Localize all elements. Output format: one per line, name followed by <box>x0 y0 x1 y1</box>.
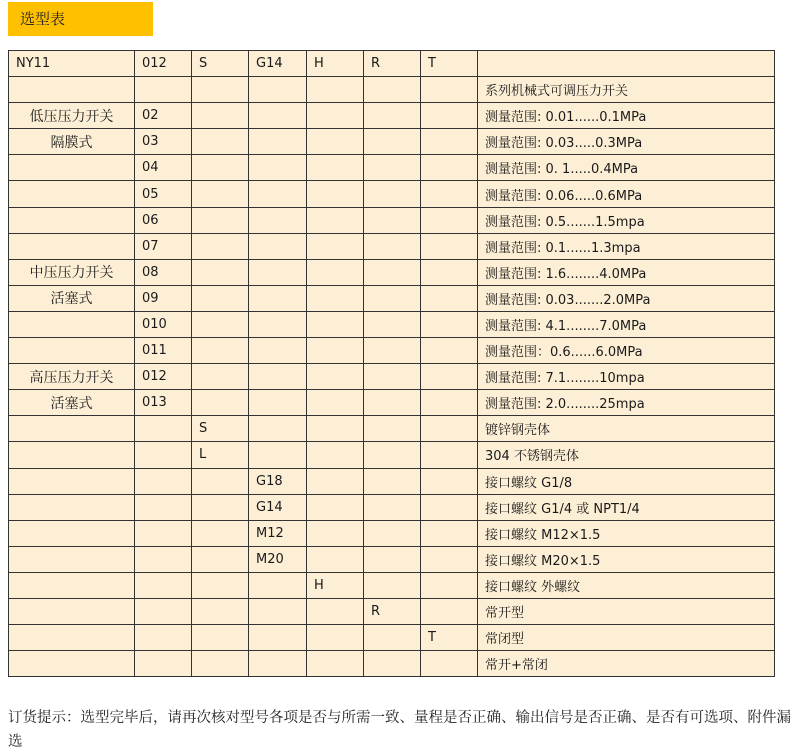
category-cell <box>9 468 135 494</box>
description-cell: 常开型 <box>478 598 775 624</box>
code-cell: 03 <box>135 129 192 155</box>
code-cell: 013 <box>135 390 192 416</box>
code-cell <box>307 468 364 494</box>
code-cell <box>307 494 364 520</box>
description-cell: 304 不锈钢壳体 <box>478 442 775 468</box>
code-cell <box>421 598 478 624</box>
code-cell: H <box>307 572 364 598</box>
table-row <box>9 494 775 520</box>
code-cell <box>192 572 249 598</box>
description-cell: 测量范围：0.6......6.0MPa <box>478 338 775 364</box>
category-cell <box>9 651 135 677</box>
code-cell <box>364 311 421 337</box>
code-cell <box>249 77 307 103</box>
code-cell <box>364 494 421 520</box>
category-cell <box>9 520 135 546</box>
code-cell <box>307 598 364 624</box>
code-cell <box>307 546 364 572</box>
code-cell <box>307 442 364 468</box>
code-cell <box>307 416 364 442</box>
page-title: 选型表 <box>8 2 153 36</box>
code-cell <box>421 155 478 181</box>
code-cell <box>135 572 192 598</box>
code-cell <box>135 494 192 520</box>
code-cell <box>364 129 421 155</box>
code-cell <box>249 103 307 129</box>
category-cell <box>9 572 135 598</box>
code-cell <box>421 103 478 129</box>
code-cell <box>364 207 421 233</box>
description-cell: 接口螺纹 M12×1.5 <box>478 520 775 546</box>
description-cell: 测量范围: 0.5.......1.5mpa <box>478 207 775 233</box>
code-cell <box>307 390 364 416</box>
code-cell: M20 <box>249 546 307 572</box>
code-cell <box>421 338 478 364</box>
selection-table <box>8 50 775 677</box>
code-cell <box>307 77 364 103</box>
code-cell <box>307 129 364 155</box>
table-row <box>9 520 775 546</box>
code-cell <box>421 311 478 337</box>
description-cell: 测量范围: 0.06.....0.6MPa <box>478 181 775 207</box>
code-cell: L <box>192 442 249 468</box>
code-cell <box>364 546 421 572</box>
table-row <box>9 259 775 285</box>
code-cell: 09 <box>135 285 192 311</box>
table-row <box>9 572 775 598</box>
description-cell: 测量范围: 4.1........7.0MPa <box>478 311 775 337</box>
code-cell <box>192 311 249 337</box>
code-cell <box>135 546 192 572</box>
code-cell <box>307 155 364 181</box>
code-cell: 010 <box>135 311 192 337</box>
code-cell <box>307 181 364 207</box>
table-row <box>9 155 775 181</box>
description-cell: 接口螺纹 M20×1.5 <box>478 546 775 572</box>
description-cell: 接口螺纹 外螺纹 <box>478 572 775 598</box>
category-cell <box>9 442 135 468</box>
table-row <box>9 546 775 572</box>
code-cell: 05 <box>135 181 192 207</box>
code-cell <box>307 285 364 311</box>
code-cell <box>249 259 307 285</box>
code-cell <box>307 207 364 233</box>
code-cell <box>192 468 249 494</box>
description-cell: 镀锌钢壳体 <box>478 416 775 442</box>
code-cell <box>421 129 478 155</box>
code-cell <box>192 77 249 103</box>
code-cell <box>249 390 307 416</box>
code-cell <box>421 546 478 572</box>
table-row <box>9 416 775 442</box>
code-cell <box>135 651 192 677</box>
code-cell <box>307 103 364 129</box>
code-cell: 08 <box>135 259 192 285</box>
code-cell <box>192 129 249 155</box>
code-cell <box>307 651 364 677</box>
code-cell: 011 <box>135 338 192 364</box>
description-cell: 测量范围: 2.0........25mpa <box>478 390 775 416</box>
code-cell <box>364 390 421 416</box>
category-cell: 高压压力开关 <box>9 364 135 390</box>
code-cell <box>192 259 249 285</box>
code-cell <box>192 338 249 364</box>
code-cell <box>192 390 249 416</box>
code-cell <box>364 442 421 468</box>
code-cell <box>364 338 421 364</box>
category-cell <box>9 207 135 233</box>
description-cell: 接口螺纹 G1/8 <box>478 468 775 494</box>
code-cell: 04 <box>135 155 192 181</box>
table-row <box>9 311 775 337</box>
code-cell <box>307 311 364 337</box>
code-cell <box>421 416 478 442</box>
code-cell <box>192 651 249 677</box>
code-cell <box>192 155 249 181</box>
table-row <box>9 442 775 468</box>
table-row <box>9 390 775 416</box>
code-cell <box>249 625 307 651</box>
table-row <box>9 338 775 364</box>
category-cell <box>9 546 135 572</box>
code-cell <box>364 416 421 442</box>
description-cell: 常开+常闭 <box>478 651 775 677</box>
code-cell <box>249 207 307 233</box>
code-cell <box>307 259 364 285</box>
category-cell: NY11 <box>9 51 135 77</box>
code-cell <box>249 155 307 181</box>
code-cell: G14 <box>249 51 307 77</box>
code-cell <box>135 625 192 651</box>
code-cell <box>421 285 478 311</box>
code-cell: S <box>192 416 249 442</box>
code-cell <box>192 233 249 259</box>
code-cell <box>421 181 478 207</box>
code-cell <box>135 598 192 624</box>
code-cell <box>421 233 478 259</box>
table-row <box>9 651 775 677</box>
code-cell <box>421 442 478 468</box>
code-cell <box>135 416 192 442</box>
code-cell <box>421 494 478 520</box>
description-cell: 测量范围: 0. 1.....0.4MPa <box>478 155 775 181</box>
code-cell <box>135 442 192 468</box>
category-cell <box>9 338 135 364</box>
description-cell: 测量范围: 0.1......1.3mpa <box>478 233 775 259</box>
description-cell: 测量范围: 0.01......0.1MPa <box>478 103 775 129</box>
category-cell <box>9 233 135 259</box>
code-cell: G14 <box>249 494 307 520</box>
table-row <box>9 207 775 233</box>
category-cell <box>9 598 135 624</box>
order-note: 订货提示：选型完毕后，请再次核对型号各项是否与所需一致、量程是否正确、输出信号是否正确、是否有可选项、附件漏选 <box>8 710 791 750</box>
code-cell <box>364 181 421 207</box>
code-cell <box>307 520 364 546</box>
code-cell <box>364 520 421 546</box>
code-cell: R <box>364 598 421 624</box>
code-cell <box>364 651 421 677</box>
code-cell <box>364 103 421 129</box>
code-cell <box>249 129 307 155</box>
code-cell <box>249 181 307 207</box>
code-cell <box>421 651 478 677</box>
header-row <box>9 51 775 77</box>
selection-table-body <box>9 51 775 677</box>
code-cell <box>192 546 249 572</box>
code-cell <box>135 520 192 546</box>
code-cell <box>364 155 421 181</box>
code-cell <box>192 364 249 390</box>
code-cell <box>307 338 364 364</box>
code-cell: 012 <box>135 364 192 390</box>
code-cell <box>249 338 307 364</box>
code-cell <box>364 468 421 494</box>
category-cell: 活塞式 <box>9 285 135 311</box>
description-cell: 系列机械式可调压力开关 <box>478 77 775 103</box>
code-cell <box>192 598 249 624</box>
code-cell <box>364 285 421 311</box>
code-cell <box>307 364 364 390</box>
code-cell <box>364 77 421 103</box>
code-cell: 02 <box>135 103 192 129</box>
code-cell <box>421 364 478 390</box>
code-cell <box>192 494 249 520</box>
code-cell <box>421 520 478 546</box>
table-row <box>9 181 775 207</box>
table-row <box>9 129 775 155</box>
code-cell <box>364 364 421 390</box>
code-cell: 07 <box>135 233 192 259</box>
category-cell: 低压压力开关 <box>9 103 135 129</box>
category-cell <box>9 625 135 651</box>
category-cell <box>9 181 135 207</box>
table-row <box>9 77 775 103</box>
code-cell <box>192 103 249 129</box>
code-cell <box>249 416 307 442</box>
code-cell <box>421 572 478 598</box>
code-cell: S <box>192 51 249 77</box>
code-cell <box>421 77 478 103</box>
table-row <box>9 285 775 311</box>
code-cell <box>249 364 307 390</box>
description-cell <box>478 51 775 77</box>
description-cell: 测量范围: 7.1........10mpa <box>478 364 775 390</box>
code-cell <box>364 233 421 259</box>
code-cell <box>249 233 307 259</box>
description-cell: 测量范围: 0.03.....0.3MPa <box>478 129 775 155</box>
code-cell: T <box>421 625 478 651</box>
table-row <box>9 103 775 129</box>
code-cell <box>364 625 421 651</box>
code-cell: R <box>364 51 421 77</box>
table-row <box>9 598 775 624</box>
code-cell <box>249 572 307 598</box>
code-cell <box>135 468 192 494</box>
description-cell: 测量范围: 0.03.......2.0MPa <box>478 285 775 311</box>
code-cell <box>249 442 307 468</box>
table-row <box>9 364 775 390</box>
code-cell <box>192 520 249 546</box>
code-cell <box>249 598 307 624</box>
code-cell: T <box>421 51 478 77</box>
code-cell: G18 <box>249 468 307 494</box>
category-cell <box>9 416 135 442</box>
code-cell <box>249 285 307 311</box>
category-cell <box>9 77 135 103</box>
code-cell <box>364 259 421 285</box>
code-cell <box>192 625 249 651</box>
code-cell <box>421 207 478 233</box>
code-cell <box>249 651 307 677</box>
code-cell <box>249 311 307 337</box>
code-cell: 06 <box>135 207 192 233</box>
category-cell <box>9 311 135 337</box>
table-row <box>9 625 775 651</box>
code-cell <box>364 572 421 598</box>
code-cell <box>192 181 249 207</box>
description-cell: 常闭型 <box>478 625 775 651</box>
category-cell: 活塞式 <box>9 390 135 416</box>
description-cell: 测量范围: 1.6........4.0MPa <box>478 259 775 285</box>
code-cell <box>135 77 192 103</box>
code-cell <box>192 285 249 311</box>
code-cell <box>421 468 478 494</box>
category-cell <box>9 494 135 520</box>
code-cell <box>421 390 478 416</box>
code-cell <box>192 207 249 233</box>
category-cell: 隔膜式 <box>9 129 135 155</box>
code-cell <box>421 259 478 285</box>
table-row <box>9 233 775 259</box>
category-cell <box>9 155 135 181</box>
code-cell <box>307 625 364 651</box>
table-row <box>9 468 775 494</box>
code-cell <box>307 233 364 259</box>
code-cell: H <box>307 51 364 77</box>
category-cell: 中压压力开关 <box>9 259 135 285</box>
description-cell: 接口螺纹 G1/4 或 NPT1/4 <box>478 494 775 520</box>
code-cell: 012 <box>135 51 192 77</box>
code-cell: M12 <box>249 520 307 546</box>
